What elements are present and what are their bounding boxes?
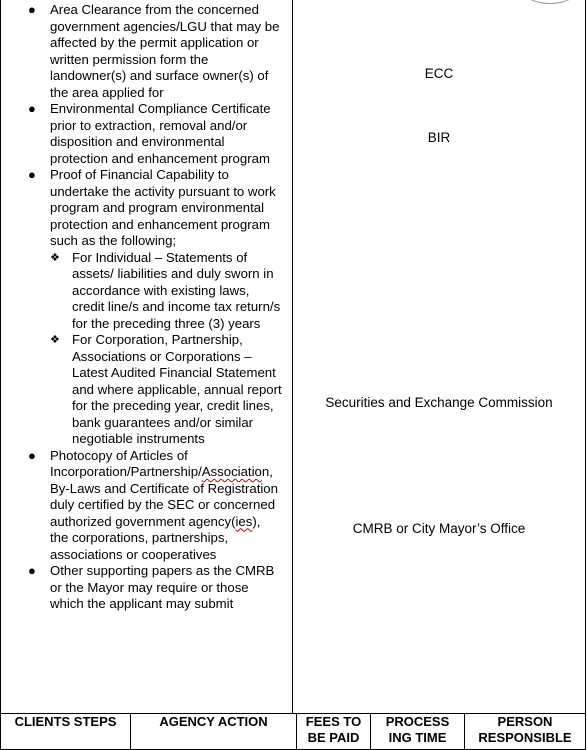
sub-requirement-text: For Corporation, Partnership, Associations or Corporations – Latest Audited Financial Statement and where applicable, annual report for the preceding year, credit lines, bank guarantees and/or similar negotiable instruments xyxy=(72,332,282,446)
requirement-item xyxy=(0,448,290,564)
header-processing-line1: PROCESS xyxy=(385,714,450,729)
sub-requirement-text: For Individual – Statements of assets/ liabilities and duly sworn in accordance with existing laws, credit line/s and income tax return/s for the preceding three (3) years xyxy=(72,249,281,331)
requirement-text-part: ), the corporations, partnerships, associations or cooperatives xyxy=(50,513,261,562)
header-processing-time xyxy=(371,714,464,750)
requirement-text: Area Clearance from the concerned government agencies/LGU that may be affected by the permit application or written permission form the landowner(s) and surface owner(s) of the area applied for xyxy=(50,2,280,100)
table-right-border xyxy=(585,0,586,750)
bullet-icon: ● xyxy=(28,447,36,463)
requirement-item xyxy=(0,2,290,101)
financial-capability-sublist xyxy=(50,250,282,448)
header-fees-line2: BE PAID xyxy=(307,730,360,745)
requirements-list xyxy=(0,2,290,613)
bullet-icon: ● xyxy=(28,101,36,116)
requirement-text: Environmental Compliance Certificate prior to extraction, removal and/or disposition and environmental protection and enhancement program xyxy=(50,101,271,166)
diamond-bullet-icon: ❖ xyxy=(50,334,60,346)
page-corner-badge xyxy=(520,0,580,4)
header-person-line2: RESPONSIBLE xyxy=(478,730,572,745)
requirement-text: Proof of Financial Capability to undertake the activity pursuant to work program and program environmental protection and enhancement program such as the following; xyxy=(50,167,276,248)
header-person-line1: PERSON xyxy=(497,714,553,729)
agency-ecc: ECC xyxy=(424,66,454,81)
requirement-text-part: Photocopy of Articles of Incorporation/Partnership/ xyxy=(50,447,202,479)
header-person-responsible xyxy=(465,714,585,750)
header-clients-steps xyxy=(1,714,130,750)
header-processing-line2: ING TIME xyxy=(388,730,447,745)
header-fees-line1: FEES TO xyxy=(305,714,362,729)
sub-requirement-item xyxy=(50,332,282,448)
spellcheck-flagged-text: Associatio xyxy=(201,464,262,479)
requirement-item xyxy=(0,563,290,613)
requirement-item xyxy=(0,101,290,167)
header-fees xyxy=(297,714,370,750)
requirement-text: Other supporting papers as the CMRB or the Mayor may require or those which the applicant may submit xyxy=(50,563,275,611)
diamond-bullet-icon: ❖ xyxy=(50,251,60,264)
spellcheck-flagged-text: ies xyxy=(235,513,253,529)
requirement-text-part: n, By-Laws and Certificate of Registration duly certified by the SEC or concerned authorized government agency( xyxy=(50,464,278,529)
bullet-icon: ● xyxy=(28,563,36,578)
requirement-item xyxy=(0,167,290,448)
column-divider-requirements xyxy=(292,0,293,714)
header-clients-steps-label: CLIENTS STEPS xyxy=(14,714,117,729)
agency-sec: Securities and Exchange Commission xyxy=(325,395,553,410)
header-agency-action-label: AGENCY ACTION xyxy=(159,714,268,729)
header-agency-action xyxy=(131,714,296,750)
sub-requirement-item xyxy=(50,250,282,333)
agency-cmrb: CMRB or City Mayor’s Office xyxy=(352,521,526,536)
bullet-icon: ● xyxy=(28,167,36,182)
agency-bir: BIR xyxy=(427,130,451,145)
bullet-icon: ● xyxy=(28,2,36,17)
